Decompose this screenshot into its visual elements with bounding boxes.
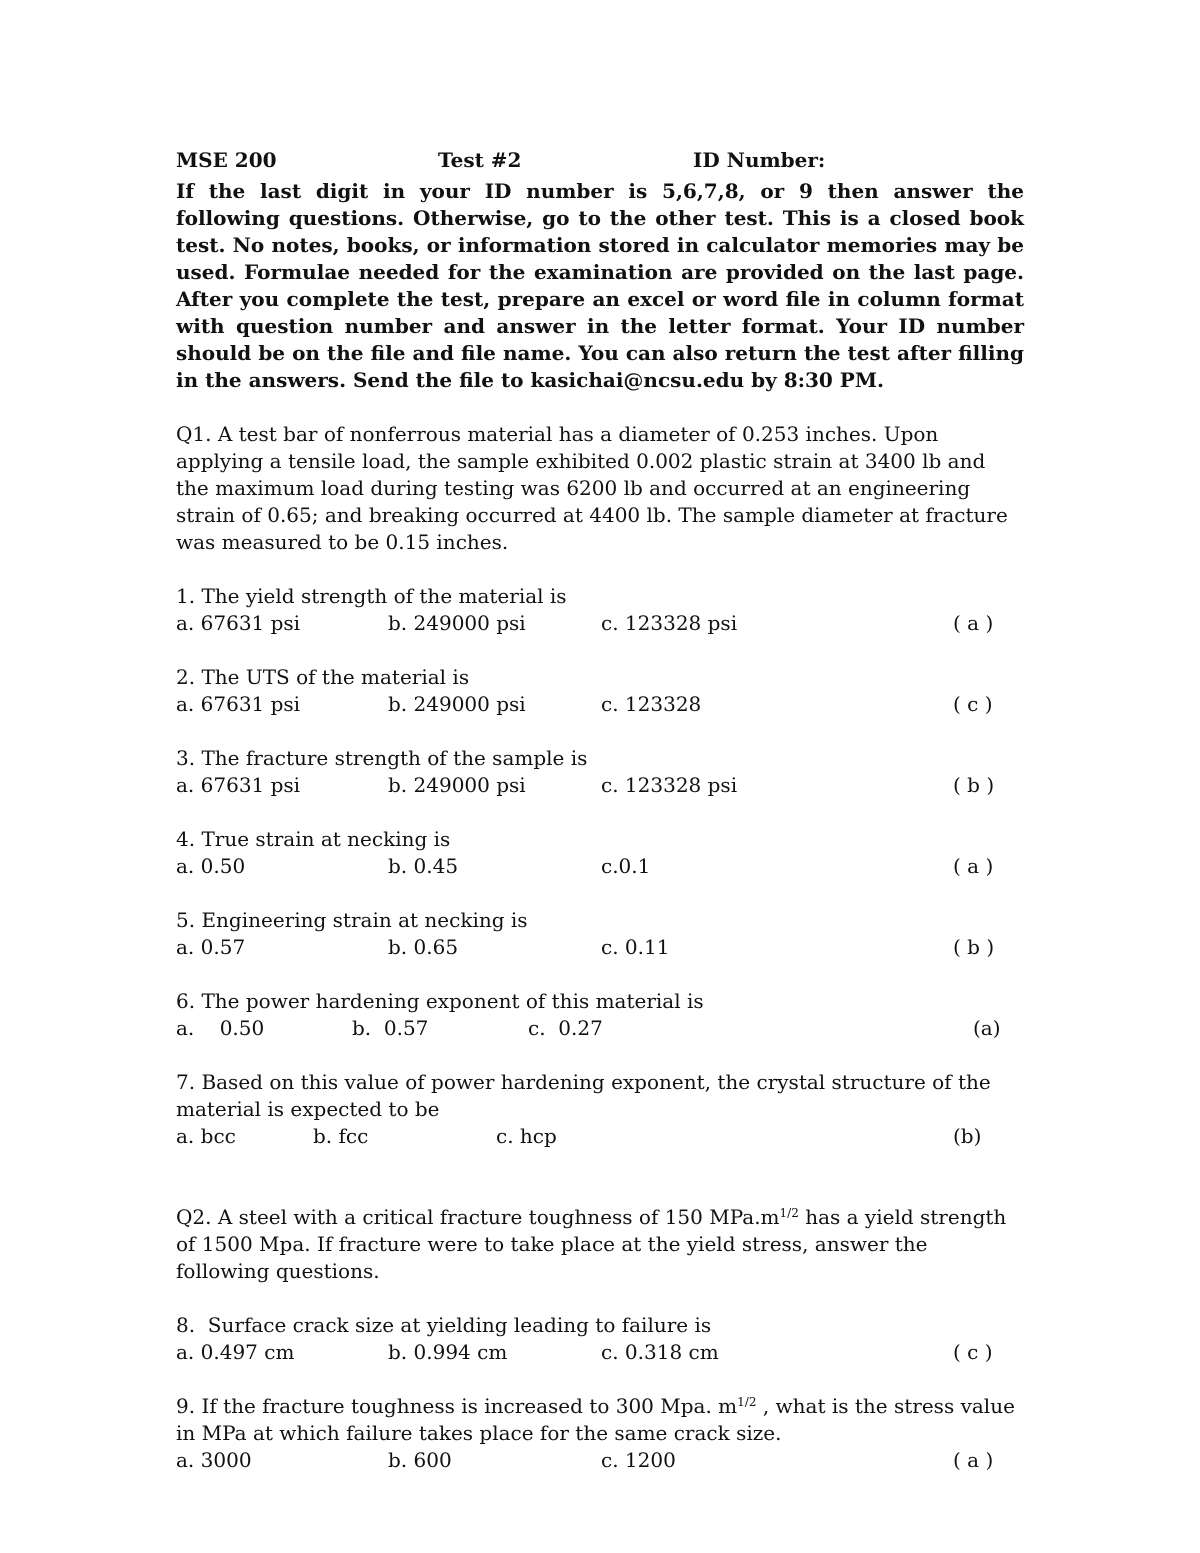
- question-7: [176, 1069, 1024, 1150]
- exam-page: [176, 148, 1024, 1474]
- question-1: [176, 583, 1024, 637]
- question-5: [176, 907, 1024, 961]
- question-text: 5. Engineering strain at necking is: [176, 908, 528, 932]
- answer-mark: ( b ): [953, 935, 995, 959]
- option-a: a. 67631 psi: [176, 692, 301, 716]
- answer-mark: ( c ): [953, 692, 993, 716]
- option-c: c.0.1: [601, 854, 651, 878]
- id-number-label: ID Number:: [693, 148, 826, 172]
- option-c: c. hcp: [496, 1124, 557, 1148]
- options-row: [176, 1447, 1024, 1474]
- course-code: MSE 200: [176, 148, 277, 172]
- option-b: b. 600: [388, 1448, 452, 1472]
- option-b: b. 249000 psi: [388, 773, 526, 797]
- option-a: a. 67631 psi: [176, 773, 301, 797]
- option-a: a. 0.50: [176, 1016, 265, 1040]
- option-a: a. 0.50: [176, 854, 246, 878]
- option-b: b. 0.65: [388, 935, 459, 959]
- options-row: [176, 1015, 1024, 1042]
- answer-mark: (b): [953, 1124, 982, 1148]
- question-text: 1. The yield strength of the material is: [176, 584, 567, 608]
- answer-mark: ( a ): [953, 1448, 994, 1472]
- option-c: c. 123328: [601, 692, 702, 716]
- option-c: c. 0.27: [528, 1016, 603, 1040]
- option-c: c. 0.318 cm: [601, 1340, 719, 1364]
- question-text: 7. Based on this value of power hardening exponent, the crystal structure of the material is expected to be: [176, 1070, 991, 1121]
- option-a: a. 0.57: [176, 935, 246, 959]
- q2-intro-exponent: 1/2: [779, 1206, 799, 1220]
- question-text-end: , what is the stress value in MPa at which failure takes place for the same crack size.: [176, 1394, 1015, 1445]
- q1-intro: Q1. A test bar of nonferrous material has a diameter of 0.253 inches. Upon applying a tensile load, the sample exhibited 0.002 plastic strain at 3400 lb and the maximum load during testing was 6200 lb and occurred at an engineering strain of 0.65; and breaking occurred at 4400 lb. The sample diameter at fracture was measured to be 0.15 inches.: [176, 422, 1008, 554]
- option-b: b. 0.57: [352, 1016, 429, 1040]
- option-a: a. 0.497 cm: [176, 1340, 295, 1364]
- question-3: [176, 745, 1024, 799]
- question-text: [176, 1393, 1024, 1447]
- option-b: b. fcc: [313, 1124, 369, 1148]
- option-b: b. 249000 psi: [388, 692, 526, 716]
- question-8: [176, 1312, 1024, 1366]
- answer-mark: ( b ): [953, 773, 995, 797]
- option-c: c. 123328 psi: [601, 773, 738, 797]
- question-6: [176, 988, 1024, 1042]
- q2-intro-end: has a yield strength of 1500 Mpa. If fracture were to take place at the yield stress, answer the following questions.: [176, 1205, 1007, 1283]
- option-b: b. 249000 psi: [388, 611, 526, 635]
- options-row: [176, 1123, 1024, 1150]
- option-a: a. bcc: [176, 1124, 236, 1148]
- option-c: c. 1200: [601, 1448, 676, 1472]
- question-text: 3. The fracture strength of the sample is: [176, 746, 588, 770]
- answer-mark: ( a ): [953, 854, 994, 878]
- option-b: b. 0.45: [388, 854, 459, 878]
- question-4: [176, 826, 1024, 880]
- question-text: 4. True strain at necking is: [176, 827, 451, 851]
- answer-mark: ( a ): [953, 611, 994, 635]
- options-row: [176, 853, 1024, 880]
- q2-intro: [176, 1204, 1024, 1285]
- option-b: b. 0.994 cm: [388, 1340, 508, 1364]
- options-row: [176, 610, 1024, 637]
- question-text: 2. The UTS of the material is: [176, 665, 470, 689]
- options-row: [176, 934, 1024, 961]
- question-text: 6. The power hardening exponent of this material is: [176, 989, 704, 1013]
- options-row: [176, 772, 1024, 799]
- option-a: a. 67631 psi: [176, 611, 301, 635]
- option-a: a. 3000: [176, 1448, 252, 1472]
- options-row: [176, 691, 1024, 718]
- option-c: c. 0.11: [601, 935, 670, 959]
- test-number: Test #2: [438, 148, 522, 172]
- question-9: [176, 1393, 1024, 1474]
- q2-intro-start: Q2. A steel with a critical fracture toughness of 150 MPa.m: [176, 1205, 780, 1229]
- answer-mark: ( c ): [953, 1340, 993, 1364]
- answer-mark: (a): [973, 1016, 1001, 1040]
- question-text-start: 9. If the fracture toughness is increased to 300 Mpa. m: [176, 1394, 738, 1418]
- instructions: If the last digit in your ID number is 5,6,7,8, or 9 then answer the following questions. Otherwise, go to the other test. This is a closed book test. No notes, books, or information stored in calculator memories may be used. Formulae needed for the examination are provided on the last page. After you complete the test, prepare an excel or word file in column format with question number and answer in the letter format. Your ID number should be on the file and file name. You can also return the test after filling in the answers. Send the file to kasichai@ncsu.edu by 8:30 PM.: [176, 179, 1024, 392]
- exam-header: [176, 148, 1024, 178]
- option-c: c. 123328 psi: [601, 611, 738, 635]
- options-row: [176, 1339, 1024, 1366]
- question-2: [176, 664, 1024, 718]
- question-text: 8. Surface crack size at yielding leading to failure is: [176, 1313, 712, 1337]
- question-text-exponent: 1/2: [737, 1395, 757, 1409]
